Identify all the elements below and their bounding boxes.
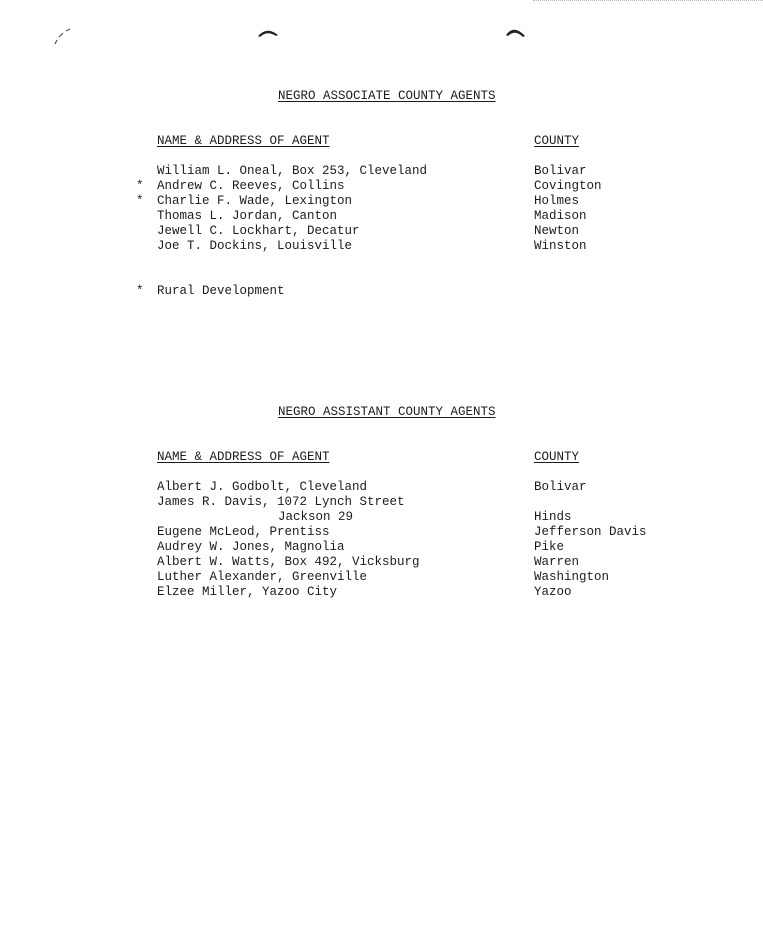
row-star: *	[136, 179, 144, 193]
agent-name-address: Jewell C. Lockhart, Decatur	[157, 224, 360, 238]
agent-county: Yazoo	[534, 585, 572, 599]
punch-mark-left	[256, 26, 282, 40]
scan-artifact-mark	[52, 26, 76, 50]
footnote-star: *	[136, 284, 144, 298]
agent-county: Winston	[534, 239, 587, 253]
agent-name-address: Andrew C. Reeves, Collins	[157, 179, 345, 193]
agent-name-address: Eugene McLeod, Prentiss	[157, 525, 330, 539]
section1-name-header: NAME & ADDRESS OF AGENT	[157, 134, 330, 148]
punch-mark-right	[504, 24, 530, 40]
section1-title: NEGRO ASSOCIATE COUNTY AGENTS	[278, 89, 496, 103]
agent-county: Pike	[534, 540, 565, 554]
agent-name-address: William L. Oneal, Box 253, Cleveland	[157, 164, 428, 178]
agent-name-address: Luther Alexander, Greenville	[157, 570, 368, 584]
agent-county: Madison	[534, 209, 587, 223]
section2-county-header: COUNTY	[534, 450, 580, 464]
agent-county: Washington	[534, 570, 610, 584]
agent-county: Covington	[534, 179, 602, 193]
footnote-text: Rural Development	[157, 284, 285, 298]
agent-address-continued: Jackson 29	[278, 510, 354, 524]
agent-name-address: Charlie F. Wade, Lexington	[157, 194, 353, 208]
agent-name-address: Elzee Miller, Yazoo City	[157, 585, 338, 599]
section2-name-header: NAME & ADDRESS OF AGENT	[157, 450, 330, 464]
agent-county: Warren	[534, 555, 580, 569]
agent-name-address: Thomas L. Jordan, Canton	[157, 209, 338, 223]
agent-county: Holmes	[534, 194, 580, 208]
agent-name-address: Albert W. Watts, Box 492, Vicksburg	[157, 555, 420, 569]
agent-name-address: James R. Davis, 1072 Lynch Street	[157, 495, 405, 509]
agent-county: Newton	[534, 224, 580, 238]
agent-county: Bolivar	[534, 164, 587, 178]
agent-county: Bolivar	[534, 480, 587, 494]
agent-name-address: Albert J. Godbolt, Cleveland	[157, 480, 368, 494]
agent-county: Jefferson Davis	[534, 525, 647, 539]
agent-name-address: Joe T. Dockins, Louisville	[157, 239, 353, 253]
agent-county: Hinds	[534, 510, 572, 524]
scan-edge-dots	[533, 0, 763, 3]
agent-name-address: Audrey W. Jones, Magnolia	[157, 540, 345, 554]
row-star: *	[136, 194, 144, 208]
section2-title: NEGRO ASSISTANT COUNTY AGENTS	[278, 405, 496, 419]
section1-county-header: COUNTY	[534, 134, 580, 148]
